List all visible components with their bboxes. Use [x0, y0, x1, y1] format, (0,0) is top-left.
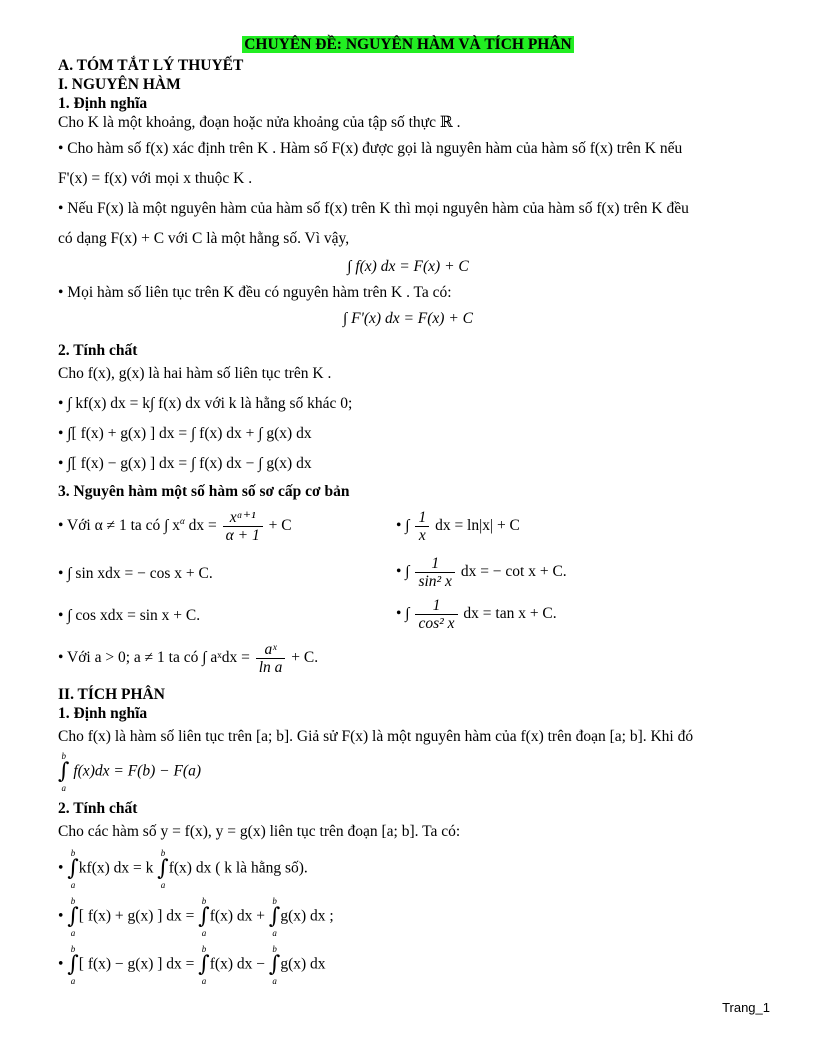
integral-symbol: ∫: [198, 904, 210, 929]
integral-property-2: [58, 896, 758, 940]
lower-limit: a: [70, 928, 76, 938]
integral-sign: [67, 944, 78, 986]
integral-sign: [67, 896, 78, 938]
integral-property-3-part-a: [ f(x) − g(x) ] dx =: [78, 955, 195, 973]
definition-bullet-2a: • Nếu F(x) là một nguyên hàm của hàm số f(x) trên K thì mọi nguyên hàm của hàm số f(x) trên K đều: [58, 200, 689, 217]
exponential-rule-suffix: + C.: [291, 649, 319, 667]
title-wrap: [58, 36, 758, 54]
section-a-heading: A. TÓM TẮT LÝ THUYẾT: [58, 57, 244, 74]
lower-limit: a: [61, 783, 66, 793]
integral-definition-text: Cho f(x) là hàm số liên tục trên [a; b]. Giả sử F(x) là một nguyên hàm của f(x) trên đoạn [a; b]. Khi đó: [58, 728, 694, 745]
lower-limit: a: [70, 976, 76, 986]
bullet: •: [58, 859, 64, 877]
cosecant-rule-fraction: [415, 555, 455, 590]
integral-sign: [198, 896, 209, 938]
lower-limit: a: [160, 880, 166, 890]
newton-leibniz-body: f(x)dx = F(b) − F(a): [73, 762, 201, 780]
definition-bullet-3: • Mọi hàm số liên tục trên K đều có nguyên hàm trên K . Ta có:: [58, 284, 452, 301]
upper-limit: b: [70, 848, 76, 858]
secant-rule-prefix: • ∫: [396, 605, 410, 623]
power-rule-exponent: α: [180, 515, 185, 526]
basic-row-4: [58, 641, 758, 683]
formula-derivative-integral: ∫ F'(x) dx = F(x) + C: [342, 310, 474, 327]
bullet: •: [58, 907, 64, 925]
property-3: • ∫[ f(x) − g(x) ] dx = ∫ f(x) dx − ∫ g(x) dx: [58, 455, 312, 472]
power-rule-prefix: • Với α ≠ 1 ta có ∫ x: [58, 517, 181, 535]
upper-limit: b: [70, 896, 76, 906]
integral-symbol: ∫: [67, 952, 79, 977]
upper-limit: b: [61, 751, 66, 761]
integral-sign: [269, 944, 280, 986]
sine-rule: • ∫ sin xdx = − cos x + C.: [58, 565, 213, 582]
integral-property-2-part-b: f(x) dx +: [209, 907, 265, 925]
power-rule-mid: dx =: [184, 517, 217, 535]
integral-property-2-part-a: [ f(x) + g(x) ] dx =: [78, 907, 195, 925]
basic-row-3: [58, 597, 758, 641]
lower-limit: a: [272, 928, 277, 938]
definition-bullet-1b: F'(x) = f(x) với mọi x thuộc K .: [58, 170, 253, 187]
secant-rule-denominator: cos² x: [418, 615, 455, 632]
exponential-rule-denominator: ln a: [258, 659, 283, 676]
integral-sign: [58, 751, 69, 793]
basic-antiderivatives-heading: 3. Nguyên hàm một số hàm số sơ cấp cơ bản: [58, 483, 350, 500]
definition-bullet-2b: có dạng F(x) + C với C là một hằng số. Vì vậy,: [58, 230, 350, 247]
integral-symbol: ∫: [157, 856, 169, 881]
lower-limit: a: [201, 976, 207, 986]
cosecant-rule: [396, 555, 567, 590]
basic-row-2: [58, 555, 758, 597]
power-rule-denominator: α + 1: [225, 527, 260, 544]
integral-symbol: ∫: [67, 904, 79, 929]
upper-limit: b: [201, 944, 207, 954]
cosecant-rule-prefix: • ∫: [396, 563, 410, 581]
integral-property-1-part-a: kf(x) dx = k: [78, 859, 154, 877]
upper-limit: b: [272, 896, 277, 906]
page-number: Trang_1: [722, 1000, 770, 1015]
secant-rule-numerator: 1: [415, 597, 457, 615]
secant-rule-fraction: [415, 597, 457, 632]
integral-symbol: ∫: [67, 856, 79, 881]
newton-leibniz-formula: [58, 751, 758, 791]
integral-property-3-part-b: f(x) dx −: [209, 955, 265, 973]
cosecant-rule-numerator: 1: [415, 555, 455, 573]
properties-intro: Cho f(x), g(x) là hai hàm số liên tục trên K .: [58, 365, 332, 382]
basic-row-1: [58, 509, 758, 555]
document-title: CHUYÊN ĐỀ: NGUYÊN HÀM VÀ TÍCH PHÂN: [244, 36, 572, 53]
integral-sign: [67, 848, 78, 890]
integral-property-3-part-c: g(x) dx: [280, 955, 326, 973]
exponential-rule-fraction: [256, 641, 286, 676]
exponential-rule-prefix: • Với a > 0; a ≠ 1 ta có ∫ aˣdx =: [58, 649, 250, 667]
section-i-heading: I. NGUYÊN HÀM: [58, 76, 181, 93]
section-ii-heading: II. TÍCH PHÂN: [58, 686, 165, 703]
integral-property-1: [58, 848, 758, 892]
exponential-rule: [58, 641, 318, 676]
integral-properties-heading: 2. Tính chất: [58, 800, 138, 817]
upper-limit: b: [70, 944, 76, 954]
integral-property-1-part-b: f(x) dx ( k là hằng số).: [168, 859, 308, 877]
power-rule-fraction: [223, 509, 263, 544]
power-rule: [58, 509, 292, 544]
property-1: • ∫ kf(x) dx = k∫ f(x) dx với k là hằng số khác 0;: [58, 395, 353, 412]
reciprocal-rule-numerator: 1: [415, 509, 429, 527]
definition-bullet-1a: • Cho hàm số f(x) xác định trên K . Hàm số F(x) được gọi là nguyên hàm của hàm số f(x) trên K nếu: [58, 140, 683, 157]
bullet: •: [58, 955, 64, 973]
secant-rule-suffix: dx = tan x + C.: [463, 605, 557, 623]
lower-limit: a: [70, 880, 76, 890]
definition-intro: Cho K là một khoảng, đoạn hoặc nửa khoảng của tập số thực ℝ .: [58, 114, 461, 131]
power-rule-numerator: xᵅ⁺¹: [223, 509, 263, 527]
integral-sign: [269, 896, 280, 938]
upper-limit: b: [201, 896, 207, 906]
power-rule-suffix: + C: [268, 517, 292, 535]
integral-property-2-part-c: g(x) dx ;: [280, 907, 334, 925]
integral-definition-heading: 1. Định nghĩa: [58, 705, 148, 722]
secant-rule: [396, 597, 557, 632]
properties-heading: 2. Tính chất: [58, 342, 138, 359]
integral-sign: [198, 944, 209, 986]
integral-symbol: ∫: [268, 952, 281, 977]
exponential-rule-numerator: aˣ: [256, 641, 286, 659]
reciprocal-rule: [396, 509, 520, 544]
cosecant-rule-suffix: dx = − cot x + C.: [460, 563, 567, 581]
integral-properties-intro: Cho các hàm số y = f(x), y = g(x) liên tục trên đoạn [a; b]. Ta có:: [58, 823, 461, 840]
document-page: [58, 36, 758, 988]
reciprocal-rule-denominator: x: [418, 527, 426, 544]
formula-antiderivative: ∫ f(x) dx = F(x) + C: [347, 258, 469, 275]
definition-heading: 1. Định nghĩa: [58, 95, 148, 112]
reciprocal-rule-suffix: dx = ln|x| + C: [435, 517, 520, 535]
upper-limit: b: [160, 848, 166, 858]
integral-sign: [157, 848, 168, 890]
lower-limit: a: [201, 928, 207, 938]
property-2: • ∫[ f(x) + g(x) ] dx = ∫ f(x) dx + ∫ g(x) dx: [58, 425, 312, 442]
reciprocal-rule-fraction: [415, 509, 429, 544]
reciprocal-rule-prefix: • ∫: [396, 517, 410, 535]
upper-limit: b: [272, 944, 277, 954]
integral-symbol: ∫: [58, 759, 70, 784]
integral-symbol: ∫: [198, 952, 210, 977]
cosecant-rule-denominator: sin² x: [418, 573, 452, 590]
lower-limit: a: [272, 976, 277, 986]
integral-property-3: [58, 944, 758, 988]
integral-symbol: ∫: [268, 904, 281, 929]
cosine-rule: • ∫ cos xdx = sin x + C.: [58, 607, 201, 624]
